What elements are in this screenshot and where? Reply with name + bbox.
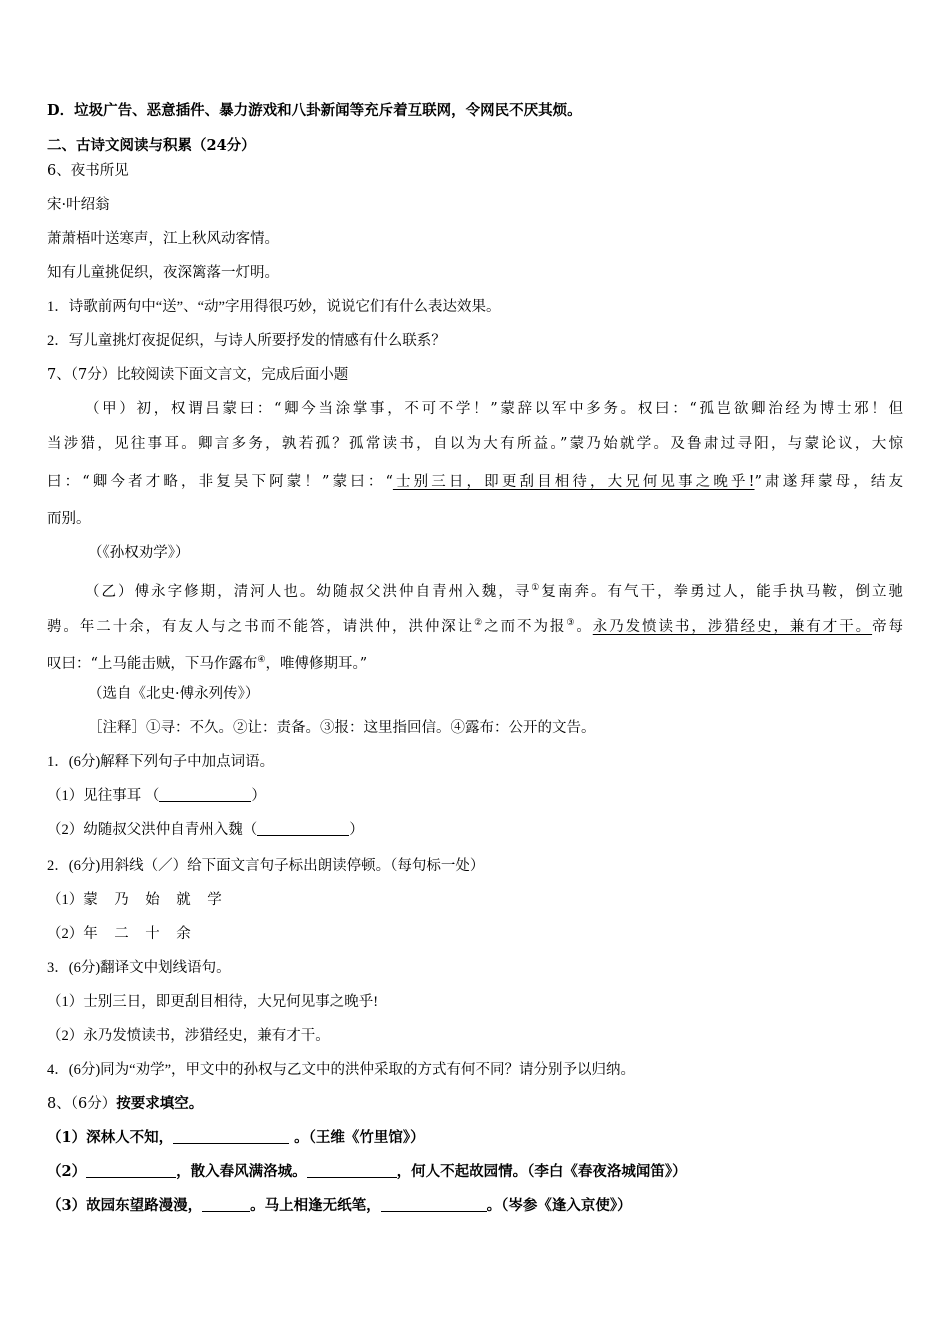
subq-1-2: （2）幼随叔父洪仲自青州入魏（ ）	[47, 822, 364, 838]
subq-4: 4．(6分)同为“劝学”，甲文中的孙权与乙文中的洪仲采取的方式有何不同？请分别予以归纳。	[47, 1062, 636, 1078]
jia-line-4: 而别。	[47, 511, 91, 527]
poem-line-1: 萧萧梧叶送寒声，江上秋风动客情。	[47, 231, 279, 247]
jia-line-1: （甲）初，权谓吕蒙曰：“卿今当涂掌事，不可不学！”蒙辞以军中多务。权曰：“孤岂欲卿治经为博士邪！但	[85, 401, 903, 417]
q8-line-3: （3）故园东望路漫漫， 。马上相逢无纸笔， 。（岑参《逢入京使》）	[47, 1197, 632, 1214]
answer-blank[interactable]	[159, 787, 251, 802]
jia-line-3-a: 曰：“卿今者才略，非复吴下阿蒙！”蒙曰：“	[47, 474, 393, 490]
yi-underlined-sentence: 永乃发愤读书，涉猎经史，兼有才干。	[592, 618, 873, 635]
fill-blank[interactable]	[381, 1197, 487, 1212]
subq-2-2: （2）年 二 十 余	[47, 926, 191, 942]
yi-source: （选自《北史·傅永列传》）	[88, 686, 260, 702]
poem-line-2: 知有儿童挑促织，夜深篱落一灯明。	[47, 265, 279, 281]
poem-question-1: 1．诗歌前两句中“送”、“动”字用得很巧妙，说说它们有什么表达效果。	[47, 299, 501, 315]
q7-title: 7、（7分）比较阅读下面文言文，完成后面小题	[47, 367, 349, 383]
subq-2-1: （1）蒙 乃 始 就 学	[47, 892, 222, 908]
subq-3-1: （1）士别三日，即更刮目相待，大兄何见事之晚乎!	[47, 994, 379, 1010]
poem-question-2: 2．写儿童挑灯夜捉促织，与诗人所要抒发的情感有什么联系？	[47, 333, 446, 349]
fill-blank[interactable]	[86, 1163, 176, 1178]
poem-title: 6、夜书所见	[47, 163, 129, 179]
fill-blank[interactable]	[202, 1197, 250, 1212]
q8-line-1: （1）深林人不知， 。（王维《竹里馆》）	[47, 1129, 425, 1146]
footnote-mark-1: ①	[531, 583, 542, 593]
yi-line-3: 叹曰：“上马能击贼，下马作露布④，唯傅修期耳。”	[47, 655, 368, 672]
fill-blank[interactable]	[307, 1163, 397, 1178]
annotations: ［注释］①寻：不久。②让：责备。③报：这里指回信。④露布：公开的文告。	[88, 720, 596, 736]
jia-line-3-b: ”肃遂拜蒙母，结友	[754, 474, 903, 490]
section2-title: 二、古诗文阅读与积累（24分）	[47, 137, 256, 154]
footnote-mark-2: ②	[474, 618, 485, 628]
subq-1-1: （1）见往事耳 （ ）	[47, 788, 266, 804]
jia-line-3	[47, 472, 903, 492]
footnote-mark-4: ④	[257, 655, 266, 665]
jia-underlined-sentence: 士别三日，即更刮目相待，大兄何见事之晚乎!	[392, 474, 755, 490]
footnote-mark-3: ③	[566, 618, 577, 628]
q5-option-d: D．垃圾广告、恶意插件、暴力游戏和八卦新闻等充斥着互联网，令网民不厌其烦。	[47, 102, 582, 119]
yi-line-1: （乙）傅永字修期，清河人也。幼随叔父洪仲自青州入魏，寻①复南奔。有气干，拳勇过人，能手执马鞍，倒立驰	[85, 583, 903, 600]
jia-source: （《孙权劝学》）	[88, 545, 190, 561]
poem-author: 宋·叶绍翁	[47, 197, 110, 213]
subq-1: 1．(6分)解释下列句子中加点词语。	[47, 754, 275, 770]
subq-3-2: （2）永乃发愤读书，涉猎经史，兼有才干。	[47, 1028, 330, 1044]
yi-line-2: 骋。年二十余，有友人与之书而不能答，请洪仲，洪仲深让②之而不为报③。永乃发愤读书，涉猎经史，兼有才干。帝每	[47, 618, 904, 635]
q8-title: 8、（6分）按要求填空。	[47, 1095, 204, 1112]
fill-blank[interactable]	[173, 1129, 289, 1144]
subq-2: 2．(6分)用斜线（／）给下面文言句子标出朗读停顿。（每句标一处）	[47, 858, 485, 874]
answer-blank[interactable]	[257, 821, 349, 836]
subq-3: 3．(6分)翻译文中划线语句。	[47, 960, 231, 976]
jia-line-2: 当涉猎，见往事耳。卿言多务，孰若孤？孤常读书，自以为大有所益。”蒙乃始就学。及鲁肃过寻阳，与蒙论议，大惊	[47, 436, 903, 452]
q8-line-2: （2） ，散入春风满洛城。 ，何人不起故园情。（李白《春夜洛城闻笛》）	[47, 1163, 687, 1180]
